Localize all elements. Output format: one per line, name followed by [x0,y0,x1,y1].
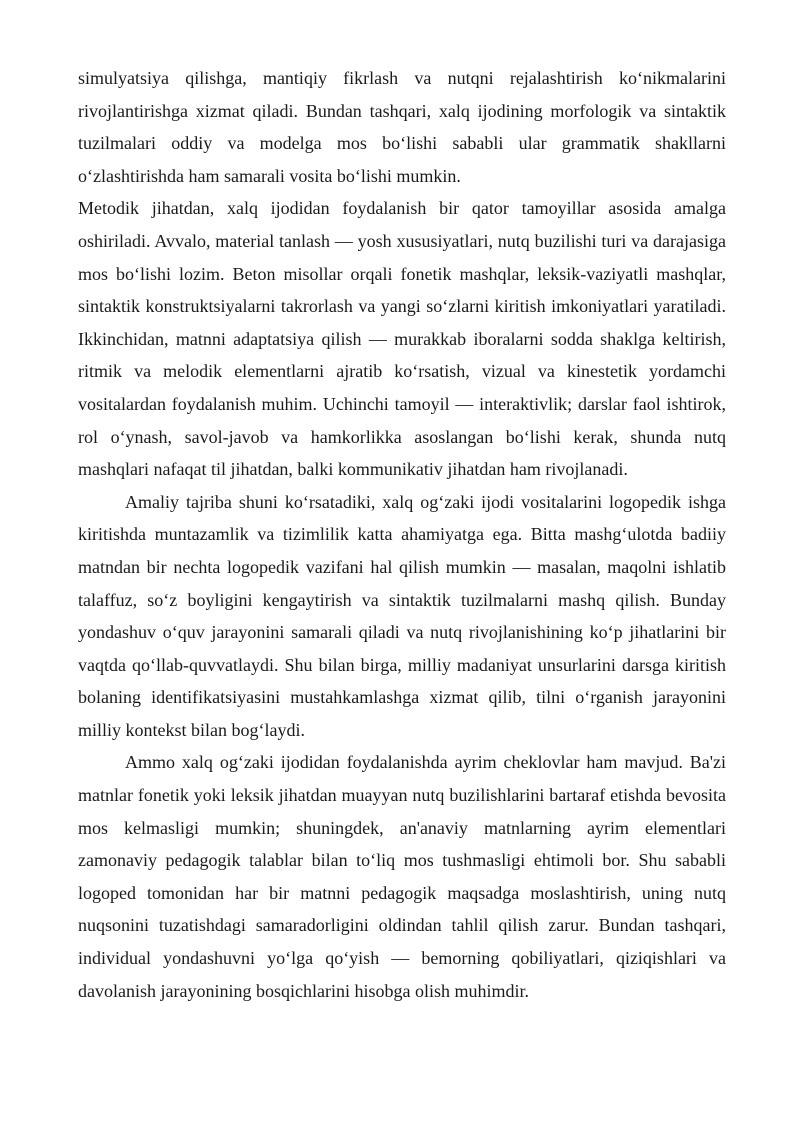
document-page [78,62,726,1007]
paragraph-methodology: Metodik jihatdan, xalq ijodidan foydalanish bir qator tamoyillar asosida amalga oshiriladi. Avvalo, material tanlash — yosh xususiyatlari, nutq buzilishi turi va darajasiga mos bo‘lishi lozim. Beton misollar orqali fonetik mashqlar, leksik-vaziyatli mashqlar, sintaktik konstruktsiyalarni takrorlash va yangi so‘zlarni kiritish imkoniyatlari yaratiladi. Ikkinchidan, matnni adaptatsiya qilish — murakkab iboralarni sodda shaklga keltirish, ritmik va melodik elementlarni ajratib ko‘rsatish, vizual va kinestetik yordamchi vositalardan foydalanish muhim. Uchinchi tamoyil — interaktivlik; darslar faol ishtirok, rol o‘ynash, savol-javob va hamkorlikka asoslangan bo‘lishi kerak, shunda nutq mashqlari nafaqat til jihatdan, balki kommunikativ jihatdan ham rivojlanadi. [78,198,726,480]
paragraph-continuation: simulyatsiya qilishga, mantiqiy fikrlash va nutqni rejalashtirish ko‘nikmalarini rivojlantirishga xizmat qiladi. Bundan tashqari, xalq ijodining morfologik va sintaktik tuzilmalari oddiy va modelga mos bo‘lishi sababli ular grammatik shakllarni o‘zlashtirishda ham samarali vosita bo‘lishi mumkin. [78,68,726,186]
paragraph-practice: Amaliy tajriba shuni ko‘rsatadiki, xalq og‘zaki ijodi vositalarini logopedik ishga kiritishda muntazamlik va tizimlilik katta ahamiyatga ega. Bitta mashg‘ulotda badiiy matndan bir nechta logopedik vazifani hal qilish mumkin — masalan, maqolni ishlatib talaffuz, so‘z boyligini kengaytirish va sintaktik tuzilmalarni mashq qilish. Bunday yondashuv o‘quv jarayonini samarali qiladi va nutq rivojlanishining ko‘p jihatlarini bir vaqtda qo‘llab-quvvatlaydi. Shu bilan birga, milliy madaniyat unsurlarini darsga kiritish bolaning identifikatsiyasini mustahkamlashga xizmat qilib, tilni o‘rganish jarayonini milliy kontekst bilan bog‘laydi. [78,491,726,740]
paragraph-limitations: Ammo xalq og‘zaki ijodidan foydalanishda ayrim cheklovlar ham mavjud. Ba'zi matnlar fonetik yoki leksik jihatdan muayyan nutq buzilishlarini bartaraf etishda bevosita mos kelmasligi mumkin; shuningdek, an'anaviy matnlarning ayrim elementlari zamonaviy pedagogik talablar bilan to‘liq mos tushmasligi ehtimoli bor. Shu sababli logoped tomonidan har bir matnni pedagogik maqsadga moslashtirish, uning nutq nuqsonini tuzatishdagi samaradorligini oldindan tahlil qilish zarur. Bundan tashqari, individual yondashuvni yo‘lga qo‘yish — bemorning qobiliyatlari, qiziqishlari va davolanish jarayonining bosqichlarini hisobga olish muhimdir. [78,752,726,1001]
